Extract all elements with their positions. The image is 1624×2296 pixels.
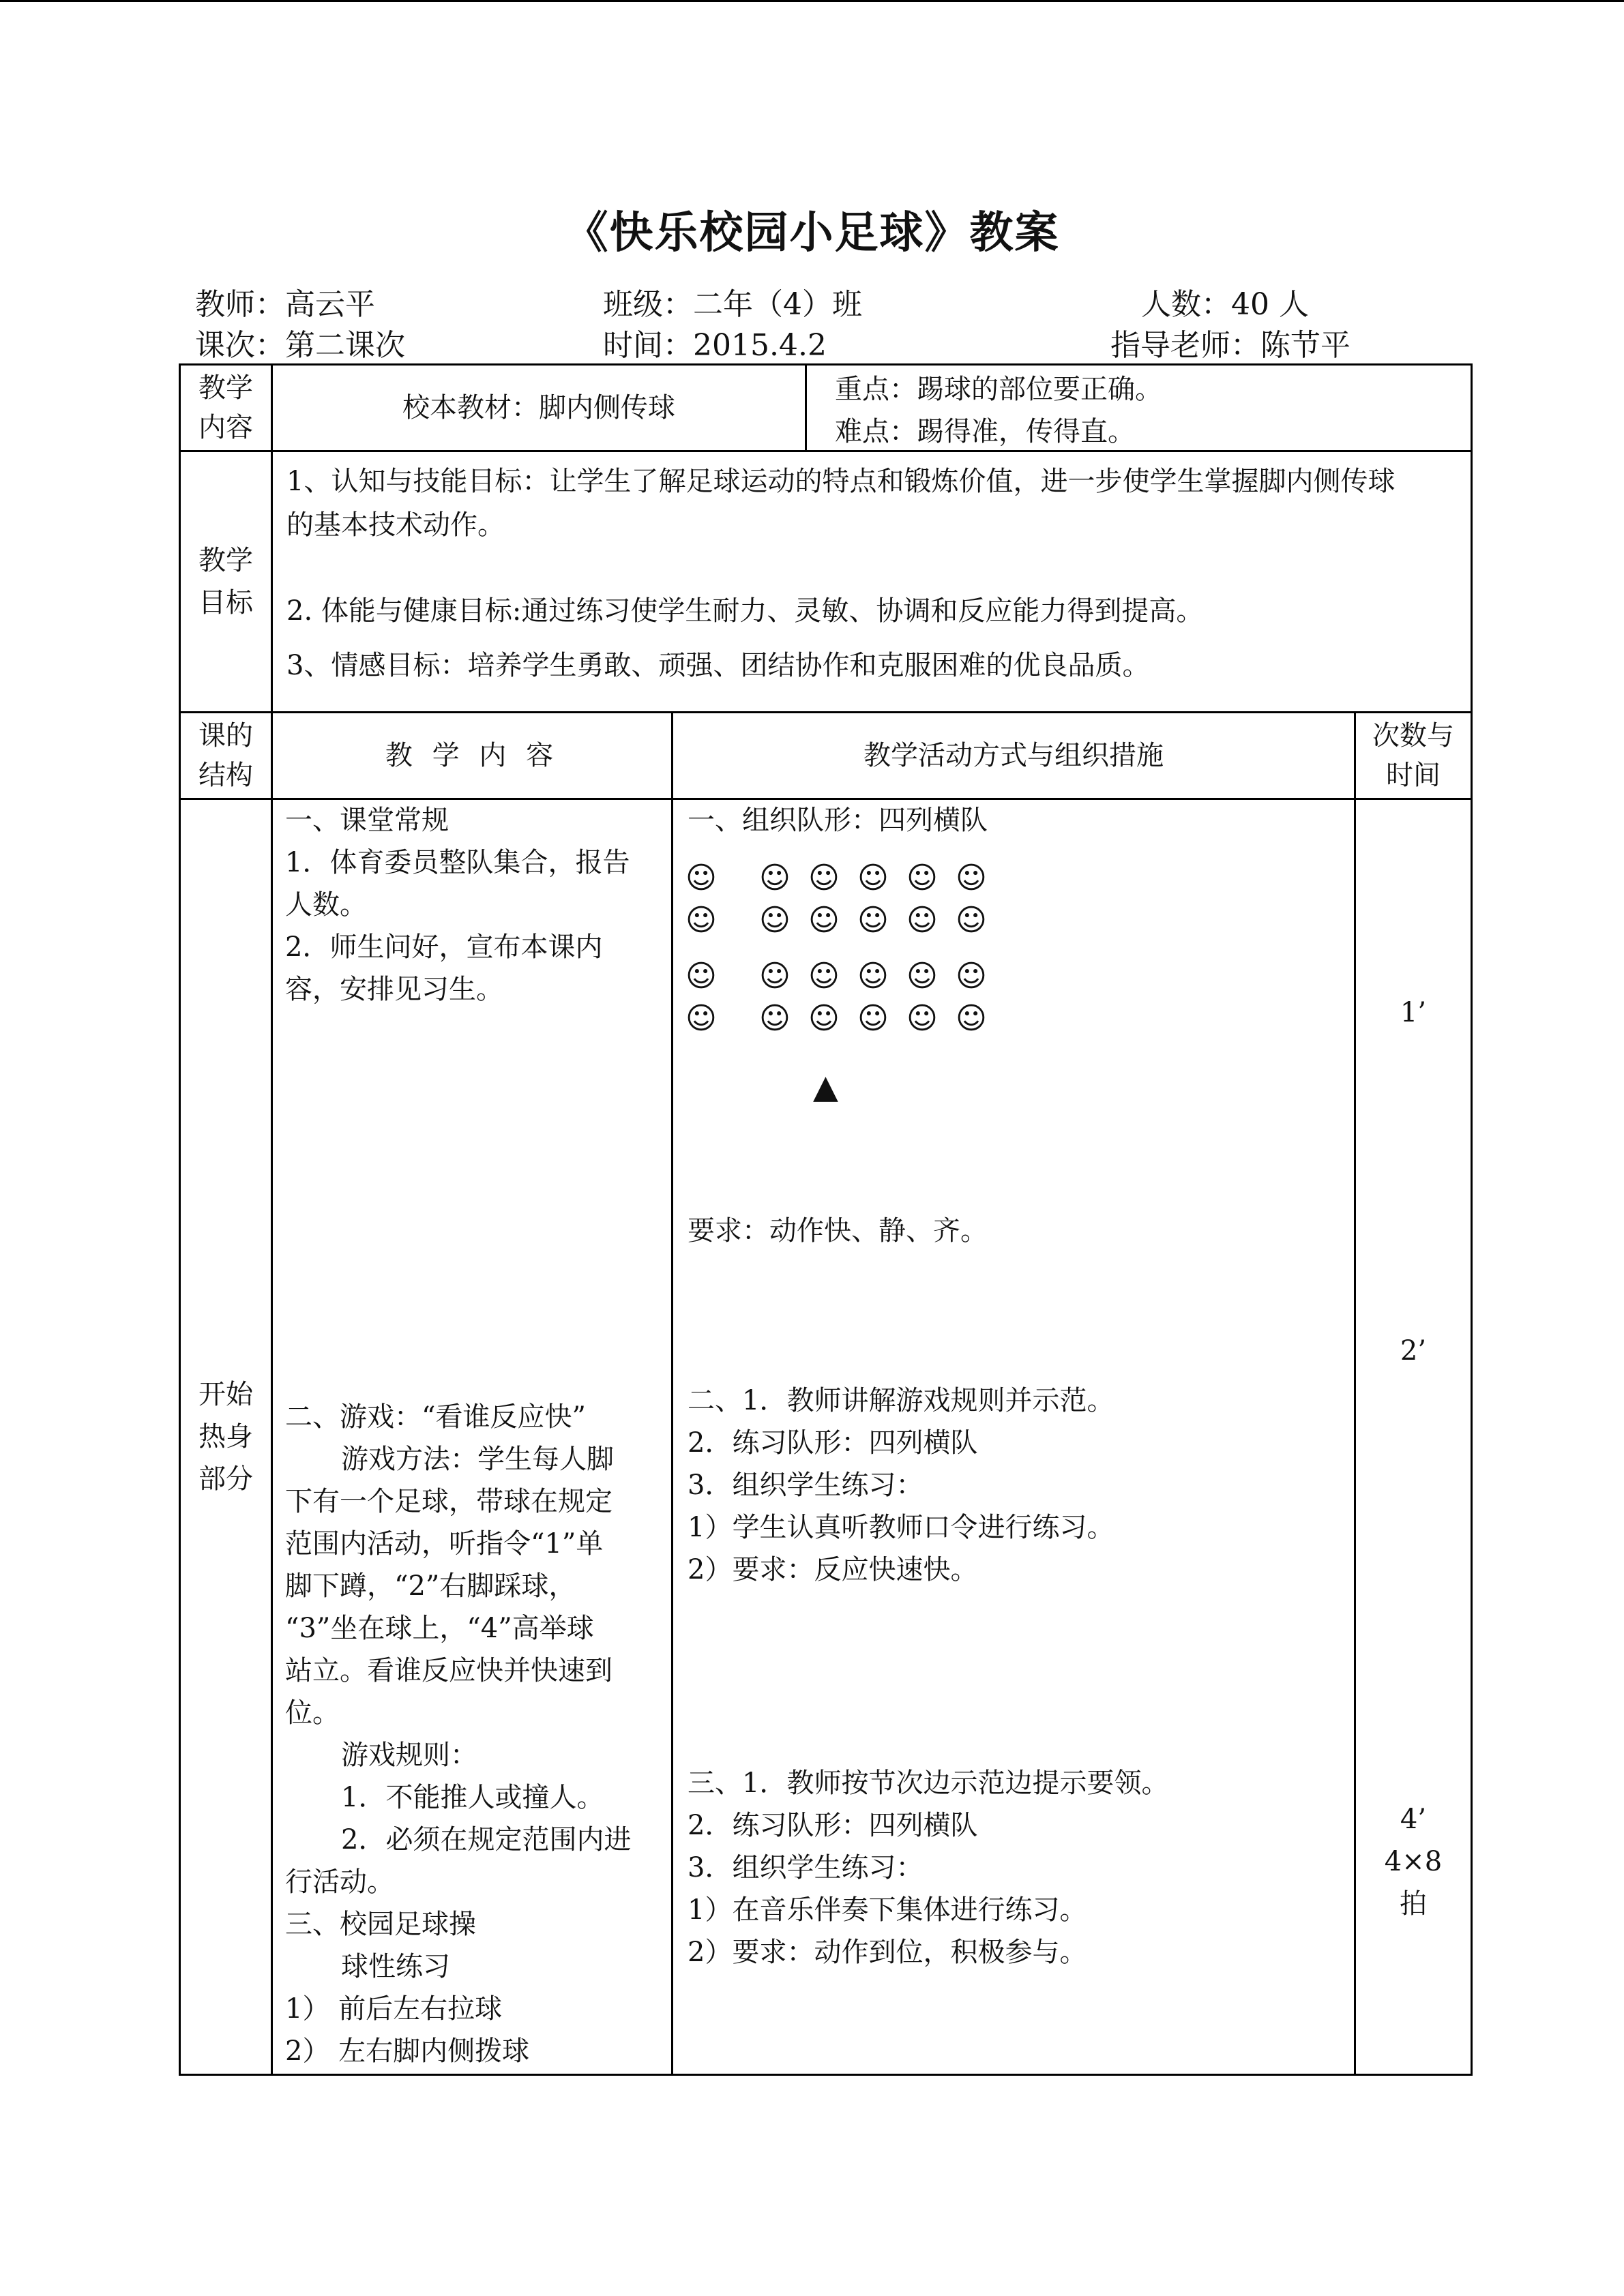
student-icon: ☺ <box>759 861 791 895</box>
game-line: 球性练习 <box>341 1951 450 1982</box>
structure-header: 课的结构 <box>198 720 253 791</box>
student-icon: ☺ <box>759 959 791 994</box>
drill-org-line: 1）在音乐伴奏下集体进行练习。 <box>688 1894 1087 1926</box>
routine-line: 人数。 <box>285 889 367 921</box>
time-header-cell <box>1356 713 1471 798</box>
time-drill-counts: 4×8 <box>1384 1846 1443 1877</box>
student-icon: ☺ <box>956 1001 987 1036</box>
routine-content <box>285 799 667 1011</box>
section-label: 开始热身部分 <box>198 1379 253 1495</box>
organization-header: 教学活动方式与组织措施 <box>863 740 1164 771</box>
content-header-cell <box>273 713 671 798</box>
drill-organization <box>688 1762 1342 1973</box>
student-icon: ☺ <box>759 903 791 938</box>
student-icon: ☺ <box>956 903 987 938</box>
game-line: 1．不能推人或撞人。 <box>341 1782 604 1813</box>
table-border-bottom <box>179 2074 1473 2076</box>
game-line: 下有一个足球，带球在规定 <box>285 1486 612 1517</box>
formation-requirement: 要求：动作快、静、齐。 <box>688 1215 988 1247</box>
goal-1-line-2: 的基本技术动作。 <box>286 509 505 541</box>
teacher-field: 教师：高云平 <box>195 287 375 322</box>
advisor-field: 指导老师：陈节平 <box>1110 328 1350 363</box>
game-organization <box>688 1380 1342 1591</box>
game-org-line: 3．组织学生练习： <box>688 1470 924 1501</box>
class-field: 班级：二年（4）班 <box>603 287 862 322</box>
game-line: 2） 左右脚内侧拨球 <box>285 2036 530 2067</box>
goals-cell <box>286 460 1466 687</box>
time-drill-minutes: 4’ <box>1400 1804 1427 1835</box>
structure-header-cell <box>181 713 271 798</box>
goal-3: 3、情感目标：培养学生勇敢、顽强、团结协作和克服困难的优良品质。 <box>286 650 1150 681</box>
game-line: 游戏规则： <box>341 1740 477 1771</box>
routine-line: 一、课堂常规 <box>285 805 449 836</box>
drill-org-line: 3．组织学生练习： <box>688 1852 924 1883</box>
page-title: 《快乐校园小足球》教案 <box>564 208 1060 258</box>
game-line: 行活动。 <box>285 1866 394 1898</box>
goal-2: 2. 体能与健康目标:通过练习使学生耐力、灵敏、协调和反应能力得到提高。 <box>286 595 1204 627</box>
teacher-position-icon: ▲ <box>813 1068 838 1106</box>
game-org-line: 2）要求：反应快速快。 <box>688 1554 978 1585</box>
student-icon: ☺ <box>685 861 717 895</box>
table-rule <box>805 363 807 450</box>
key-points-cell <box>835 368 1462 453</box>
table-rule <box>271 363 273 2076</box>
student-icon: ☺ <box>808 903 840 938</box>
student-icon: ☺ <box>808 1001 840 1036</box>
drill-org-line: 2．练习队形：四列横队 <box>688 1810 978 1841</box>
student-icon: ☺ <box>906 903 938 938</box>
material-text: 校本教材：脚内侧传球 <box>402 392 675 423</box>
game-line: 脚下蹲，“2”右脚踩球， <box>285 1570 576 1602</box>
table-rule <box>671 711 673 2076</box>
game-line: 1） 前后左右拉球 <box>285 1993 503 2025</box>
game-line: 二、游戏：“看谁反应快” <box>285 1401 586 1433</box>
drill-org-line: 三、1．教师按节次边示范边提示要领。 <box>688 1768 1169 1799</box>
game-line: 三、校园足球操 <box>285 1909 476 1940</box>
time-drill <box>1356 1798 1471 1925</box>
difficulty-point: 难点：踢得准，传得直。 <box>835 416 1135 447</box>
date-field: 时间：2015.4.2 <box>603 328 827 363</box>
routine-line: 2．师生问好，宣布本课内 <box>285 931 603 963</box>
section-label-cell <box>181 800 271 2074</box>
material-cell <box>273 366 805 450</box>
student-icon: ☺ <box>956 861 987 895</box>
organization-header-cell <box>673 713 1354 798</box>
time-header: 次数与时间 <box>1372 720 1454 791</box>
key-point: 重点：踢球的部位要正确。 <box>835 374 1162 405</box>
game-line: “3”坐在球上，“4”高举球 <box>285 1613 594 1644</box>
student-icon: ☺ <box>906 861 938 895</box>
game-line: 站立。看谁反应快并快速到 <box>285 1655 612 1686</box>
table-border-right <box>1471 363 1473 2076</box>
student-icon: ☺ <box>857 861 889 895</box>
drill-org-line: 2）要求：动作到位，积极参与。 <box>688 1937 1087 1968</box>
routine-line: 容，安排见习生。 <box>285 974 503 1005</box>
content-label-cell <box>181 366 271 450</box>
student-icon: ☺ <box>685 903 717 938</box>
student-icon: ☺ <box>808 861 840 895</box>
time-drill-unit: 拍 <box>1400 1888 1427 1920</box>
student-icon: ☺ <box>685 959 717 994</box>
game-line: 2．必须在规定范围内进 <box>341 1824 632 1855</box>
content-label: 教学内容 <box>198 372 253 443</box>
time-routine: 1’ <box>1400 997 1427 1028</box>
game-line: 位。 <box>285 1697 340 1729</box>
game-line: 游戏方法：学生每人脚 <box>341 1444 614 1475</box>
routine-line: 1．体育委员整队集合，报告 <box>285 847 630 878</box>
formation-title-cell <box>688 799 1342 841</box>
student-icon: ☺ <box>759 1001 791 1036</box>
game-content <box>285 1396 667 2072</box>
formation-requirement-cell <box>688 1210 1342 1252</box>
student-icon: ☺ <box>685 1001 717 1036</box>
student-icon: ☺ <box>857 959 889 994</box>
student-icon: ☺ <box>857 903 889 938</box>
game-line: 范围内活动，听指令“1”单 <box>285 1528 604 1560</box>
game-org-line: 1）学生认真听教师口令进行练习。 <box>688 1512 1114 1543</box>
student-icon: ☺ <box>906 1001 938 1036</box>
goal-1-line-1: 1、认知与技能目标：让学生了解足球运动的特点和锻炼价值，进一步使学生掌握脚内侧传球 <box>286 466 1396 497</box>
time-game: 2’ <box>1400 1335 1427 1367</box>
formation-title: 一、组织队形：四列横队 <box>688 805 988 836</box>
goals-label: 教学目标 <box>198 545 253 618</box>
student-icon: ☺ <box>857 1001 889 1036</box>
student-count-field: 人数：40 人 <box>1141 287 1309 322</box>
student-icon: ☺ <box>956 959 987 994</box>
student-icon: ☺ <box>906 959 938 994</box>
goals-label-cell <box>181 452 271 711</box>
lesson-number-field: 课次：第二课次 <box>195 328 405 363</box>
game-org-line: 二、1．教师讲解游戏规则并示范。 <box>688 1385 1114 1416</box>
student-icon: ☺ <box>808 959 840 994</box>
game-org-line: 2．练习队形：四列横队 <box>688 1427 978 1459</box>
page-top-rule <box>0 0 1624 2</box>
content-header: 教 学 内 容 <box>385 740 559 771</box>
